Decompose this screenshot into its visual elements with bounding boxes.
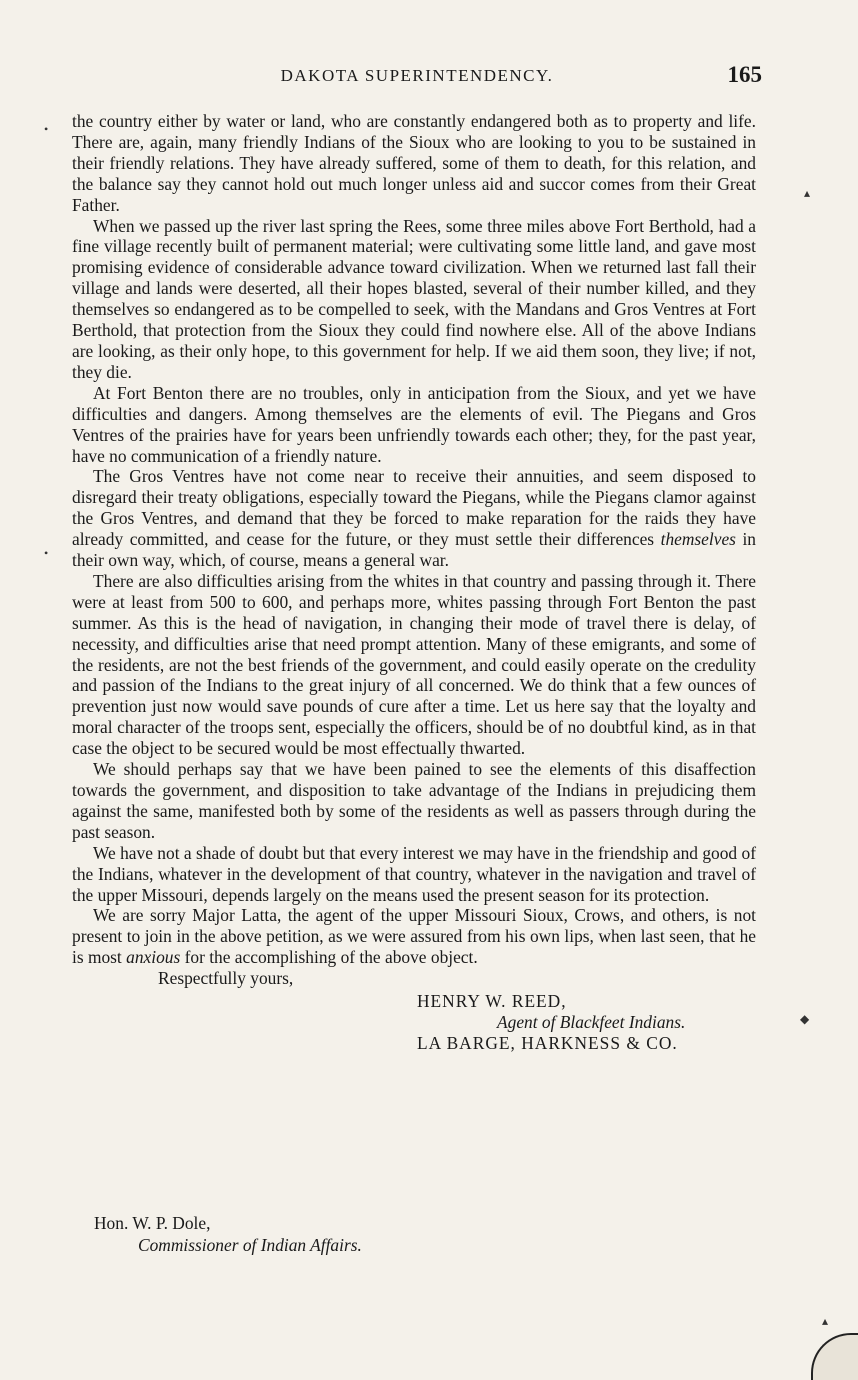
paragraph [72,843,756,906]
paragraph [72,466,756,571]
margin-mark: ▴ [804,186,811,200]
paragraph-text: There are also difficulties arising from the whites in that country and passing through it. There were at least from 500 to 600, and perhaps more, whites passing through Fort Benton the past summer. As this is the head of navigation, in changing their mode of travel there is delay, of necessity, and difficulties arise that need prompt attention. Many of these emigrants, and some of the residents, are not the best friends of the government, and could easily operate on the credulity and passion of the Indians to the great injury of all concerned. We do think that a few ounces of prevention just now would save pounds of cure after a time. Let us here say that the loyalty and moral character of the troops sent, especially the officers, should be of no doubtful kind, as in that case the object to be secured would be most effectually thwarted. [72,570,756,759]
closing-salutation: Respectfully yours, [158,968,294,989]
margin-mark: ▴ [822,1314,829,1328]
italic-text: anxious [126,947,181,968]
running-head [72,62,762,92]
signature-title: Agent of Blackfeet Indians. [497,1011,686,1032]
signature-company: LA BARGE, HARKNESS & CO. [417,1032,678,1053]
paragraph [72,571,756,759]
paragraph-text: When we passed up the river last spring the Rees, some three miles above Fort Berthold, had a fine village recently built of permanent material; were cultivating some little land, and gave most promising evidence of considerable advance toward civilization. When we returned last fall their village and lands were deserted, all their hopes blasted, several of their number killed, and they themselves so endangered as to be compelled to seek, with the Mandans and Gros Ventres at Fort Berthold, that protection from the Sioux they could find nowhere else. All of the above Indians are looking, as their only hope, to this government for help. If we aid them soon, they live; if not, they die. [72,215,756,382]
paragraph-text: in their own way, which, of course, means a general war. [72,529,757,571]
italic-text: themselves [660,529,736,550]
margin-mark: • [44,122,49,136]
paragraph [72,905,756,968]
paragraph-text: We are sorry Major Latta, the agent of the upper Missouri Sioux, Crows, and others, is not present to join in the above petition, as we were assured from his own lips, when last seen, that he is most [72,905,756,968]
body-text [72,111,756,1054]
paragraph [72,759,756,843]
paragraph-text: for the accomplishing of the above object. [180,947,478,968]
paragraph-text: The Gros Ventres have not come near to receive their annuities, and seem disposed to disregard their treaty obligations, especially toward the Piegans, while the Piegans clamor against the Gros Ventres, and demand that they be forced to make reparation for the raids they have already committed, and cease for the future, or they must settle their differences [72,466,756,550]
margin-mark: • [44,546,49,560]
paragraph-text: At Fort Benton there are no troubles, only in anticipation from the Sioux, and yet we have difficulties and dangers. Among themselves are the elements of evil. The Piegans and Gros Ventres of the prairies have for years been unfriendly towards each other; they, for the past year, have no communication of a friendly nature. [72,382,756,466]
paragraphs [72,111,756,968]
margin-mark: ◆ [800,1012,810,1026]
page-corner-curl [811,1333,858,1380]
paragraph [72,383,756,467]
paragraph-text: We should perhaps say that we have been pained to see the elements of this disaffection towards the government, and disposition to take advantage of the Indians in prejudicing them against the same, manifested both by some of the residents as well as passers through during the past season. [72,759,756,842]
paragraph [72,111,756,216]
signature-block [72,991,756,1054]
addressee-title: Commissioner of Indian Affairs. [138,1235,362,1255]
running-title: DAKOTA SUPERINTENDENCY. [280,66,554,85]
addressee-block [94,1212,362,1256]
page-number: 165 [727,62,762,87]
signature-name: HENRY W. REED, [417,991,567,1012]
addressee-name: Hon. W. P. Dole, [94,1213,211,1233]
paragraph [72,216,756,383]
paragraph-text: We have not a shade of doubt but that every interest we may have in the friendship and good of the Indians, whatever in the development of that country, whatever in the navigation and travel of the upper Missouri, depends largely on the means used the present season for its protection. [72,842,756,905]
paragraph-text: the country either by water or land, who are constantly endangered both as to property and life. There are, again, many friendly Indians of the Sioux who are looking to you to be sustained in their friendly relations. They have already suffered, some of them to death, for this relation, and the balance say they cannot hold out much longer unless aid and succor comes from their Great Father. [72,111,756,215]
